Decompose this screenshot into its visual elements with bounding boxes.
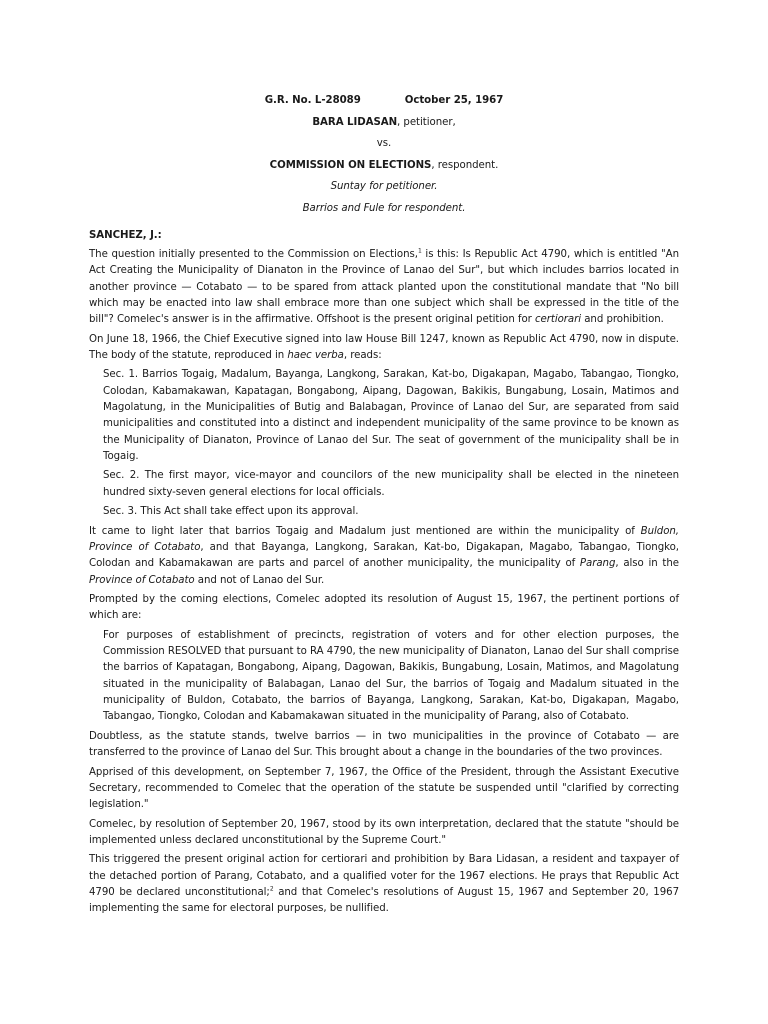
paragraph-8 [89,852,679,917]
gr-number: G.R. No. L-28089 [264,95,361,106]
paragraph-1 [89,247,679,328]
p2-haec-verba: haec verba [287,349,344,361]
counsel-petitioner-text: Suntay for petitioner. [330,181,438,192]
p3-text-d: and not of Lanao del Sur. [194,574,325,586]
counsel-respondent [89,198,679,220]
case-number-line [89,90,679,112]
p1-text-b: is this: Is Republic Act 4790, which is entitled "An Act Creating the Municipality of Dianaton in the Province of Lanao del Sur", but which includes barrios located in another province — Cotabato — to be spared from attack planted upon the constitutional mandate that "No bill which may be enacted into law shall embrace more than one subject which shall be expressed in the title of the bill"? Comelec's answer is in the affirmative. Offshoot is the present original petition for [89,249,679,326]
respondent-line [89,155,679,177]
paragraph-5: Doubtless, as the statute stands, twelve barrios — in two municipalities in the province of Cotabato — are transferred to the province of Lanao del Sur. This brought about a change in the boundaries of the two provinces. [89,730,679,759]
ponente: SANCHEZ, J.: [89,230,162,241]
p1-text-c: and prohibition. [581,314,664,326]
counsel-petitioner [89,176,679,198]
respondent-name: COMMISSION ON ELECTIONS [269,159,432,171]
p3-text-a: It came to light later that barrios Togaig and Madalum just mentioned are within the municipality of [89,525,641,537]
versus-line: vs. [376,138,392,149]
p8-text-a: This triggered the present original action for certiorari and prohibition by Bara Lidasan, a resident and taxpayer of the detached portion of Parang, Cotabato, and a qualified voter for the 1967 elections. He prays that Republic Act 4790 be declared unconstitutional; [89,854,679,899]
comelec-resolution-quote: For purposes of establishment of precincts, registration of voters and for other election purposes, the Commission RESOLVED that pursuant to RA 4790, the new municipality of Dianaton, Lanao del Sur shall comprise the barrios of Kapatagan, Bongabong, Aipang, Dagowan, Bakikis, Bungabung, Losain, Matimos, and Magolatung situated in the municipality of Balabagan, Lanao del Sur, the barrios of Togaig and Madalum situated in the municipality of Buldon, Cotabato, the barrios of Bayanga, Langkong, Sarakan, Kat-bo, Digakapan, Magabo, Tabangao, Tiongko, Colodan and Kabamakawan situated in the municipality of Parang, also of Cotabato. [103,629,679,723]
paragraph-6: Apprised of this development, on September 7, 1967, the Office of the President, through the Assistant Executive Secretary, recommended to Comelec that the operation of the statute be suspended until "clarified by correcting legislation." [89,766,679,811]
p2-text-a: On June 18, 1966, the Chief Executive signed into law House Bill 1247, known as Republic Act 4790, now in dispute. The body of the statute, reproduced in [89,333,679,361]
counsel-respondent-text: Barrios and Fule for respondent. [302,202,466,214]
p1-certiorari: certiorari [534,314,582,326]
paragraph-3 [89,524,679,589]
paragraph-7: Comelec, by resolution of September 20, 1967, stood by its own interpretation, declared that the statute "should be implemented unless declared unconstitutional by the Supreme Court." [89,818,679,846]
petitioner-line [89,112,679,134]
document-page [89,90,679,921]
p3-cotabato: Province of Cotabato [89,574,195,586]
p1-text-a: The question initially presented to the Commission on Elections, [89,249,418,260]
p3-text-c: , also in the [615,558,679,570]
paragraph-4: Prompted by the coming elections, Comelec adopted its resolution of August 15, 1967, the pertinent portions of which are: [89,594,679,622]
statute-section-3: Sec. 3. This Act shall take effect upon its approval. [103,506,359,518]
respondent-role: , respondent. [431,159,499,171]
statute-section-1: Sec. 1. Barrios Togaig, Madalum, Bayanga, Langkong, Sarakan, Kat-bo, Digakapan, Magabo, Tabangao, Tiongko, Colodan, Kabamakawan, Kapatagan, Bongabong, Aipang, Dagowan, Bakikis, Bungabung, Losain, Matimos and Magolatung, in the Municipalities of Butig and Balabagan, Province of Lanao del Sur, are separated from said municipalities and constituted into a distinct and independent municipality of the same province to be known as the Municipality of Dianaton, Province of Lanao del Sur. The seat of government of the municipality shall be in Togaig. [103,369,679,462]
statute-section-2: Sec. 2. The first mayor, vice-mayor and councilors of the new municipality shall be elected in the nineteen hundred sixty-seven general elections for local officials. [103,470,679,498]
p3-text-b: , and that Bayanga, Langkong, Sarakan, Kat-bo, Digakapan, Magabo, Tabangao, Tiongko, Colodan and Kabamakawan are parts and parcel of another municipality, the municipality of [89,541,679,570]
petitioner-name: BARA LIDASAN [312,116,398,128]
decision-date: October 25, 1967 [404,95,504,106]
petitioner-role: , petitioner, [397,116,456,128]
paragraph-2 [89,332,679,365]
footnote-1[interactable]: 1 [417,247,422,255]
p3-buldon: Buldon, Province of Cotabato [89,525,679,553]
p2-text-b: , reads: [343,349,382,361]
footnote-2[interactable]: 2 [269,885,274,893]
p3-parang: Parang [579,558,616,570]
p8-text-b: and that Comelec's resolutions of August 15, 1967 and September 20, 1967 implementing the same for electoral purposes, be nullified. [89,887,680,915]
